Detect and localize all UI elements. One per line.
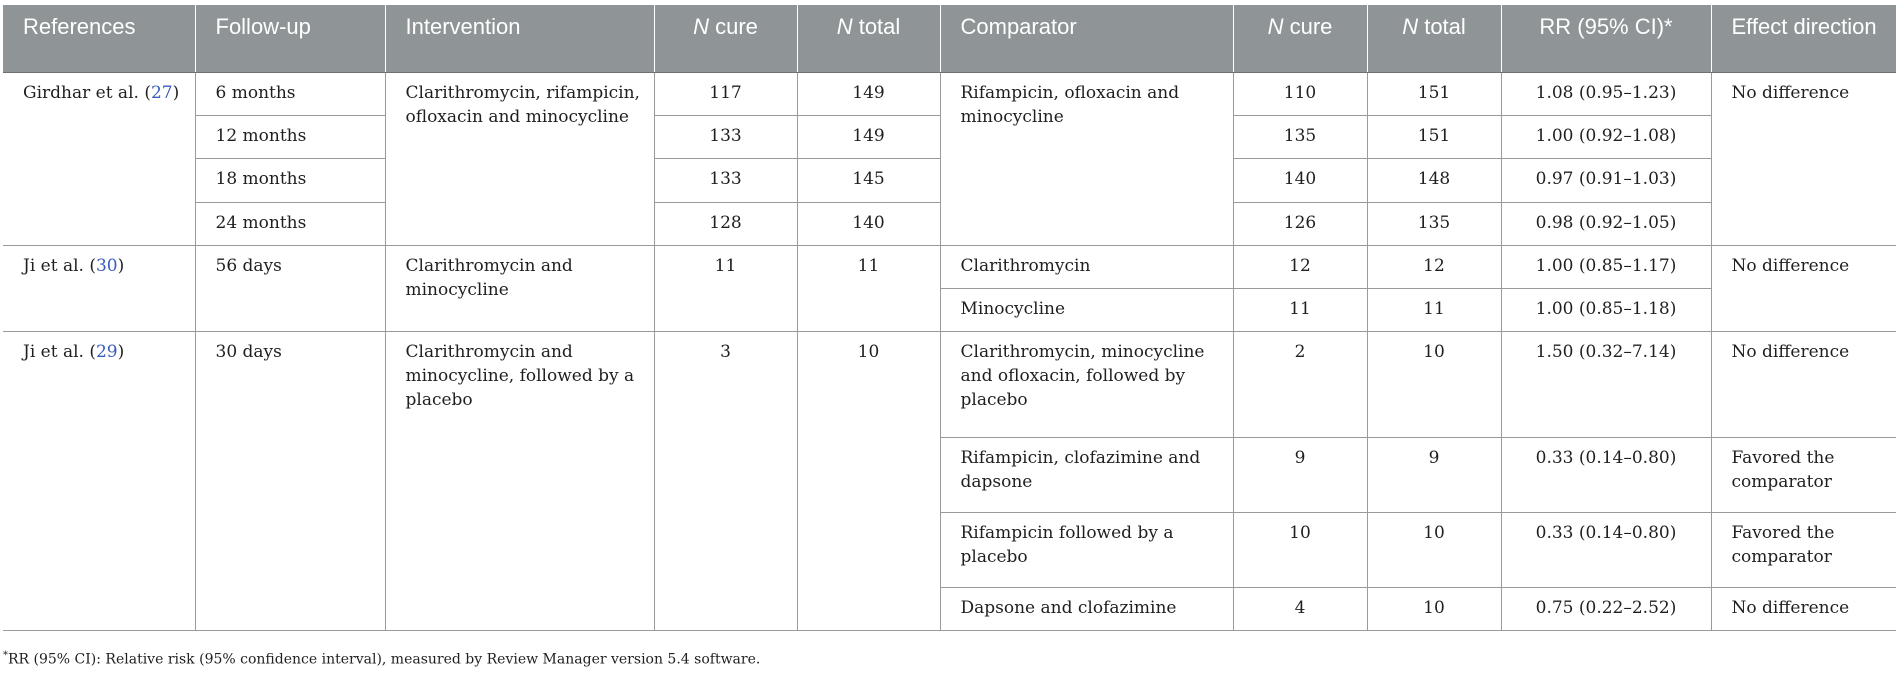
- comparator-cell: Clarithromycin, minocycline and ofloxacin, followed by placebo: [940, 332, 1233, 438]
- comparator-n-cure-cell: 126: [1233, 202, 1367, 245]
- comparator-n-cure-cell: 12: [1233, 245, 1367, 288]
- rr-cell: 0.97 (0.91–1.03): [1501, 159, 1711, 202]
- reference-link[interactable]: 27: [150, 83, 173, 103]
- n-cure-cell: 128: [654, 202, 797, 245]
- results-table: [3, 5, 1896, 631]
- effect-direction-cell: Favored the comparator: [1711, 513, 1896, 588]
- comparator-cell: Rifampicin, ofloxacin and minocycline: [940, 73, 1233, 246]
- table-footnote: [3, 650, 760, 668]
- comparator-n-total-cell: 11: [1367, 289, 1501, 332]
- comparator-n-cure-cell: 140: [1233, 159, 1367, 202]
- n-cure-cell: 3: [654, 332, 797, 631]
- comparator-n-cure-cell: 10: [1233, 513, 1367, 588]
- rr-cell: 0.75 (0.22–2.52): [1501, 587, 1711, 630]
- rr-cell: 0.33 (0.14–0.80): [1501, 513, 1711, 588]
- followup-cell: 18 months: [195, 159, 385, 202]
- comparator-cell: Rifampicin followed by a placebo: [940, 513, 1233, 588]
- n-italic: N: [836, 14, 853, 39]
- rr-cell: 0.98 (0.92–1.05): [1501, 202, 1711, 245]
- col-n-total: [797, 5, 940, 73]
- col-followup: Follow-up: [195, 5, 385, 73]
- n-cure-cell: 117: [654, 73, 797, 116]
- col-label: cure: [1283, 14, 1333, 39]
- comparator-n-cure-cell: 9: [1233, 438, 1367, 513]
- footnote-marker: *: [3, 650, 8, 661]
- col-rr: RR (95% CI)*: [1501, 5, 1711, 73]
- table-header: [3, 5, 1896, 73]
- n-italic: N: [1267, 14, 1284, 39]
- reference-cell: [3, 245, 195, 331]
- comparator-cell: Clarithromycin: [940, 245, 1233, 288]
- reference-close: ): [117, 255, 125, 276]
- col-comparator-n-total: [1367, 5, 1501, 73]
- n-italic: N: [1402, 14, 1419, 39]
- followup-cell: 30 days: [195, 332, 385, 631]
- n-total-cell: 11: [797, 245, 940, 331]
- comparator-n-total-cell: 12: [1367, 245, 1501, 288]
- followup-cell: 12 months: [195, 116, 385, 159]
- col-label: cure: [708, 14, 758, 39]
- n-total-cell: 145: [797, 159, 940, 202]
- followup-cell: 56 days: [195, 245, 385, 331]
- reference-text: Girdhar et al. (: [23, 83, 151, 103]
- table-row: [3, 332, 1896, 438]
- effect-direction-cell: No difference: [1711, 73, 1896, 246]
- comparator-n-total-cell: 10: [1367, 332, 1501, 438]
- comparator-n-total-cell: 151: [1367, 116, 1501, 159]
- comparator-n-cure-cell: 11: [1233, 289, 1367, 332]
- comparator-cell: Rifampicin, clofazimine and dapsone: [940, 438, 1233, 513]
- table-body: [3, 73, 1896, 631]
- reference-close: ): [117, 342, 125, 363]
- n-cure-cell: 133: [654, 159, 797, 202]
- effect-direction-cell: No difference: [1711, 332, 1896, 438]
- col-references: References: [3, 5, 195, 73]
- followup-cell: 6 months: [195, 73, 385, 116]
- comparator-n-cure-cell: 110: [1233, 73, 1367, 116]
- intervention-cell: Clarithromycin and minocycline, followed by a placebo: [385, 332, 654, 631]
- n-total-cell: 140: [797, 202, 940, 245]
- intervention-cell: Clarithromycin and minocycline: [385, 245, 654, 331]
- rr-cell: 1.00 (0.92–1.08): [1501, 116, 1711, 159]
- reference-close: ): [172, 83, 180, 103]
- rr-cell: 1.50 (0.32–7.14): [1501, 332, 1711, 438]
- col-label: total: [852, 14, 901, 39]
- comparator-cell: Dapsone and clofazimine: [940, 587, 1233, 630]
- footnote-text: RR (95% CI): Relative risk (95% confidence interval), measured by Review Manager version 5.4 software.: [8, 651, 761, 668]
- effect-direction-cell: Favored the comparator: [1711, 438, 1896, 513]
- comparator-n-cure-cell: 135: [1233, 116, 1367, 159]
- comparator-n-total-cell: 9: [1367, 438, 1501, 513]
- col-label: total: [1418, 14, 1466, 39]
- n-italic: N: [693, 14, 709, 39]
- effect-direction-cell: No difference: [1711, 587, 1896, 630]
- n-total-cell: 149: [797, 116, 940, 159]
- reference-text: Ji et al. (: [23, 255, 96, 276]
- reference-text: Ji et al. (: [23, 342, 96, 363]
- followup-cell: 24 months: [195, 202, 385, 245]
- reference-cell: [3, 332, 195, 631]
- reference-link[interactable]: 30: [95, 255, 118, 276]
- comparator-n-total-cell: 10: [1367, 587, 1501, 630]
- col-comparator-n-cure: [1233, 5, 1367, 73]
- n-total-cell: 10: [797, 332, 940, 631]
- comparator-n-total-cell: 151: [1367, 73, 1501, 116]
- rr-cell: 1.08 (0.95–1.23): [1501, 73, 1711, 116]
- col-intervention: Intervention: [385, 5, 654, 73]
- rr-cell: 0.33 (0.14–0.80): [1501, 438, 1711, 513]
- comparator-n-total-cell: 148: [1367, 159, 1501, 202]
- rr-cell: 1.00 (0.85–1.18): [1501, 289, 1711, 332]
- n-total-cell: 149: [797, 73, 940, 116]
- comparator-n-total-cell: 10: [1367, 513, 1501, 588]
- table-row: [3, 245, 1896, 288]
- n-cure-cell: 11: [654, 245, 797, 331]
- effect-direction-cell: No difference: [1711, 245, 1896, 331]
- intervention-cell: Clarithromycin, rifampicin, ofloxacin and minocycline: [385, 73, 654, 246]
- comparator-n-cure-cell: 4: [1233, 587, 1367, 630]
- reference-cell: [3, 73, 195, 246]
- col-effect-direction: Effect direction: [1711, 5, 1896, 73]
- reference-link[interactable]: 29: [95, 342, 118, 363]
- comparator-cell: Minocycline: [940, 289, 1233, 332]
- rr-cell: 1.00 (0.85–1.17): [1501, 245, 1711, 288]
- n-cure-cell: 133: [654, 116, 797, 159]
- table-row: [3, 73, 1896, 116]
- col-n-cure: [654, 5, 797, 73]
- comparator-n-cure-cell: 2: [1233, 332, 1367, 438]
- col-comparator: Comparator: [940, 5, 1233, 73]
- comparator-n-total-cell: 135: [1367, 202, 1501, 245]
